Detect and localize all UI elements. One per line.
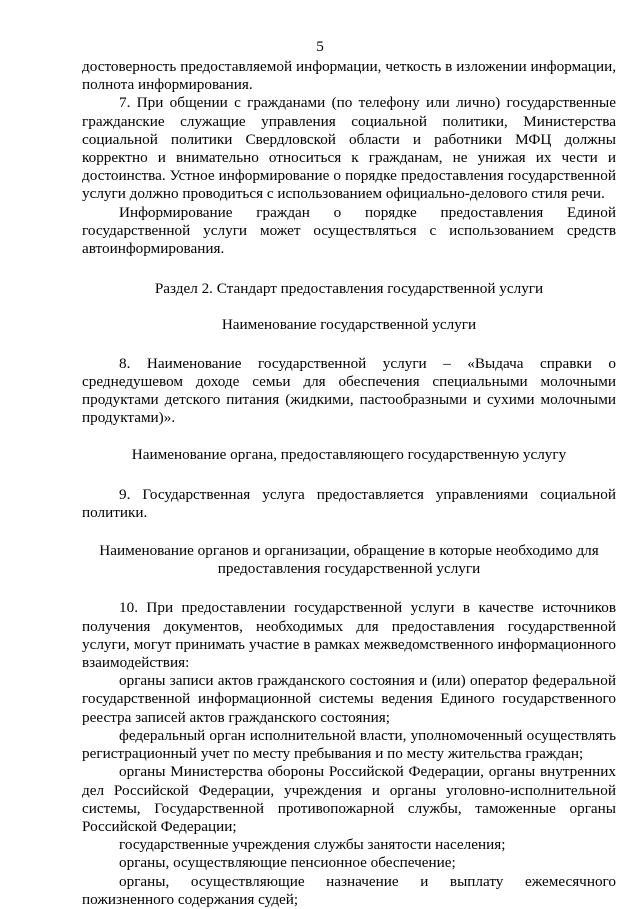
list-item: федеральный орган исполнительной власти, уполномоченный осуществлять регистрационный учет по месту пребывания и по месту жительства граждан; — [82, 726, 616, 763]
paragraph-7: 7. При общении с гражданами (по телефону или лично) государственные гражданские служащие управления социальной политики, Министерства социальной политики Свердловской области и работники МФЦ должны корректно и внимательно относиться к гражданам, не унижая их чести и достоинства. Устное информирование о порядке предоставления государственной услуги должно проводиться с использованием официально-делового стиля речи. — [82, 94, 616, 203]
paragraph-autoinforming: Информирование граждан о порядке предоставления Единой государственной услуги может осуществляться с использованием средств автоинформирования. — [82, 203, 616, 258]
list-item: органы записи актов гражданского состояния и (или) оператор федеральной государственной информационной системы ведения Единого государственного реестра записей актов гражданского состояния; — [82, 672, 616, 726]
paragraph-10: 10. При предоставлении государственной услуги в качестве источников получения документов, необходимых для предоставления государственной услуги, могут принимать участие в рамках межведомственного информационного взаимодействия: — [82, 599, 616, 672]
subheading-organ: Наименование органа, предоставляющего государственную услугу — [131, 446, 567, 464]
list-item: органы, осуществляющие назначение и выплату ежемесячного пожизненного содержания судей; — [82, 872, 616, 908]
list-item: государственные учреждения службы занятости населения; — [119, 836, 506, 854]
list-item: органы, осуществляющие пенсионное обеспечение; — [119, 854, 456, 872]
paragraph-8: 8. Наименование государственной услуги – «Выдача справки о среднедушевом доходе семьи для обеспечения специальными молочными продуктами детского питания (жидкими, пастообразными и сухими молочными продуктами)». — [82, 354, 616, 427]
paragraph-continuation: достоверность предоставляемой информации, четкость в изложении информации, полнота информирования. — [82, 58, 616, 94]
subheading-service-name: Наименование государственной услуги — [221, 316, 477, 334]
paragraph-9: 9. Государственная услуга предоставляется управлениями социальной политики. — [82, 485, 616, 521]
subheading-organizations: Наименование органов и организации, обращение в которые необходимо для предоставления государственной услуги — [99, 542, 599, 578]
document-body — [82, 58, 616, 909]
section-heading: Раздел 2. Стандарт предоставления государственной услуги — [154, 280, 544, 298]
list-item: органы Министерства обороны Российской Федерации, органы внутренних дел Российской Федерации, учреждения и органы уголовно-исполнительной системы, Государственной противопожарной службы, таможенные органы Российской Федерации; — [82, 763, 616, 835]
page-number: 5 — [316, 38, 324, 55]
